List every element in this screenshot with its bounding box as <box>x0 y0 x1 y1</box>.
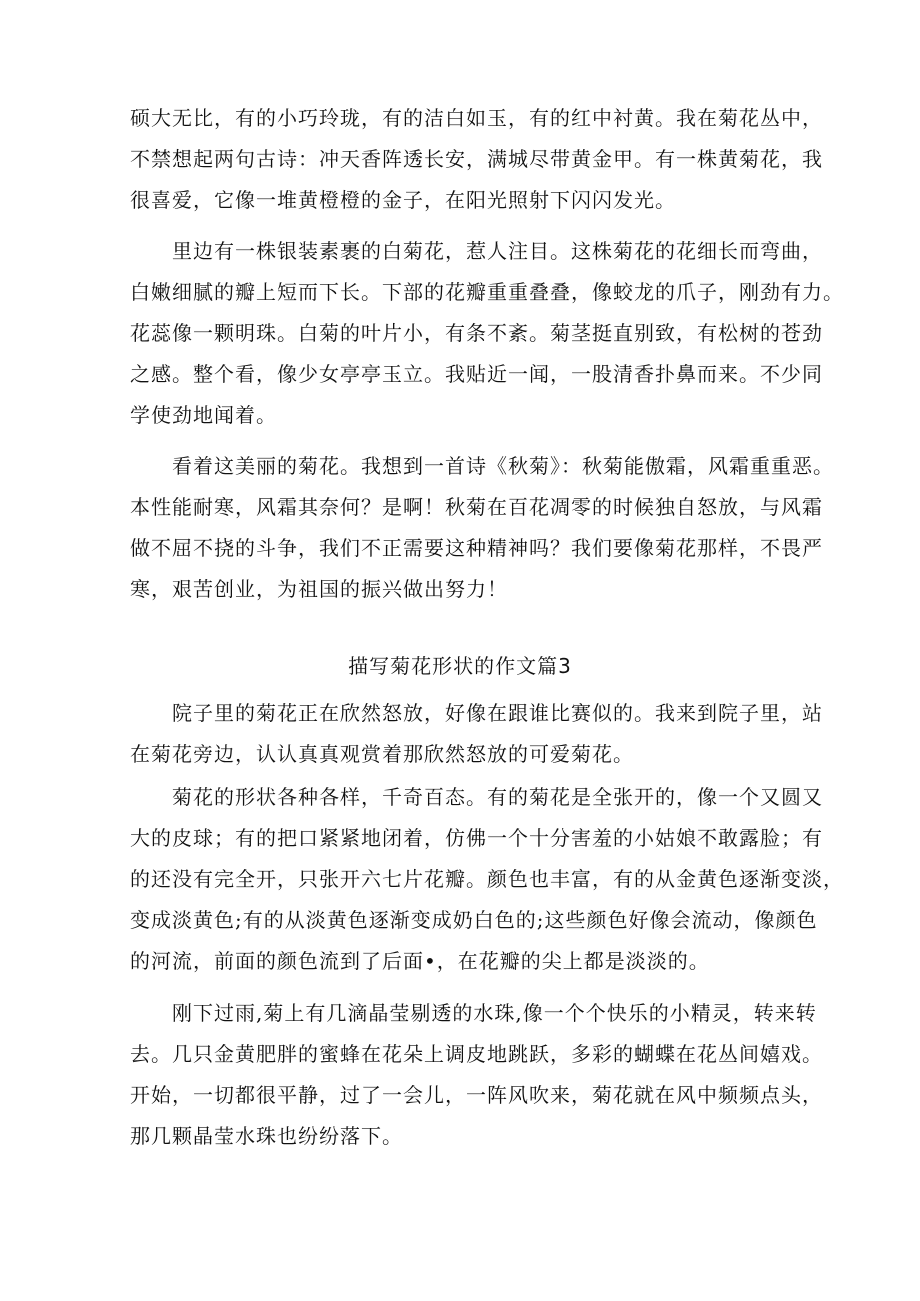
paragraph-line: 之感。整个看，像少女亭亭玉立。我贴近一闻，一股清香扑鼻而来。不少同 <box>130 362 823 386</box>
paragraph-line: 做不屈不挠的斗争，我们不正需要这种精神吗？我们要像菊花那样，不畏严 <box>130 536 823 560</box>
paragraph-line: 白嫩细腻的瓣上短而下长。下部的花瓣重重叠叠，像蛟龙的爪子，刚劲有力。 <box>130 280 844 304</box>
section-heading: 描写菊花形状的作文篇3 <box>348 654 572 678</box>
paragraph-5 <box>130 777 844 982</box>
paragraph-line: 开始，一切都很平静，过了一会儿，一阵风吹来，菊花就在风中频频点头， <box>130 1083 823 1107</box>
paragraph-line: 变成淡黄色;有的从淡黄色逐渐变成奶白色的;这些颜色好像会流动，像颜色 <box>130 908 818 932</box>
paragraph-line: 菊花的形状各种各样，千奇百态。有的菊花是全张开的，像一个又圆又 <box>130 785 823 809</box>
paragraph-line: 去。几只金黄肥胖的蜜蜂在花朵上调皮地跳跃，多彩的蝴蝶在花丛间嬉戏。 <box>130 1042 823 1066</box>
paragraph-line: 看着这美丽的菊花。我想到一首诗《秋菊》：秋菊能傲霜，风霜重重恶。 <box>130 454 834 478</box>
paragraph-line: 在菊花旁边，认认真真观赏着那欣然怒放的可爱菊花。 <box>130 742 634 766</box>
paragraph-2 <box>130 231 844 436</box>
paragraph-4 <box>130 693 823 775</box>
paragraph-line: 学使劲地闻着。 <box>130 403 277 427</box>
paragraph-line: 寒，艰苦创业，为祖国的振兴做出努力！ <box>130 577 508 601</box>
paragraph-line: 不禁想起两句古诗：冲天香阵透长安，满城尽带黄金甲。有一株黄菊花，我 <box>130 147 823 171</box>
paragraph-line: 很喜爱，它像一堆黄橙橙的金子，在阳光照射下闪闪发光。 <box>130 188 676 212</box>
paragraph-line: 里边有一株银装素裹的白菊花，惹人注目。这株菊花的花细长而弯曲， <box>130 239 823 263</box>
paragraph-line: 院子里的菊花正在欣然怒放，好像在跟谁比赛似的。我来到院子里，站 <box>130 701 823 725</box>
paragraph-line: 刚下过雨,菊上有几滴晶莹剔透的水珠,像一个个快乐的小精灵，转来转 <box>130 1001 817 1025</box>
paragraph-line: 的还没有完全开，只张开六七片花瓣。颜色也丰富，有的从金黄色逐渐变淡， <box>130 867 844 891</box>
paragraph-line: 本性能耐寒，风霜其奈何？是啊！秋菊在百花凋零的时候独自怒放，与风霜 <box>130 495 823 519</box>
paragraph-6 <box>130 993 823 1157</box>
paragraph-1 <box>130 98 823 221</box>
paragraph-line: 那几颗晶莹水珠也纷纷落下。 <box>130 1124 403 1148</box>
paragraph-line: 花蕊像一颗明珠。白菊的叶片小，有条不紊。菊茎挺直别致，有松树的苍劲 <box>130 321 823 345</box>
paragraph-line: 的河流，前面的颜色流到了后面•，在花瓣的尖上都是淡淡的。 <box>130 949 710 973</box>
paragraph-line: 硕大无比，有的小巧玲珑，有的洁白如玉，有的红中衬黄。我在菊花丛中， <box>130 106 823 130</box>
paragraph-3 <box>130 446 834 610</box>
paragraph-line: 大的皮球；有的把口紧紧地闭着，仿佛一个十分害羞的小姑娘不敢露脸；有 <box>130 826 823 850</box>
